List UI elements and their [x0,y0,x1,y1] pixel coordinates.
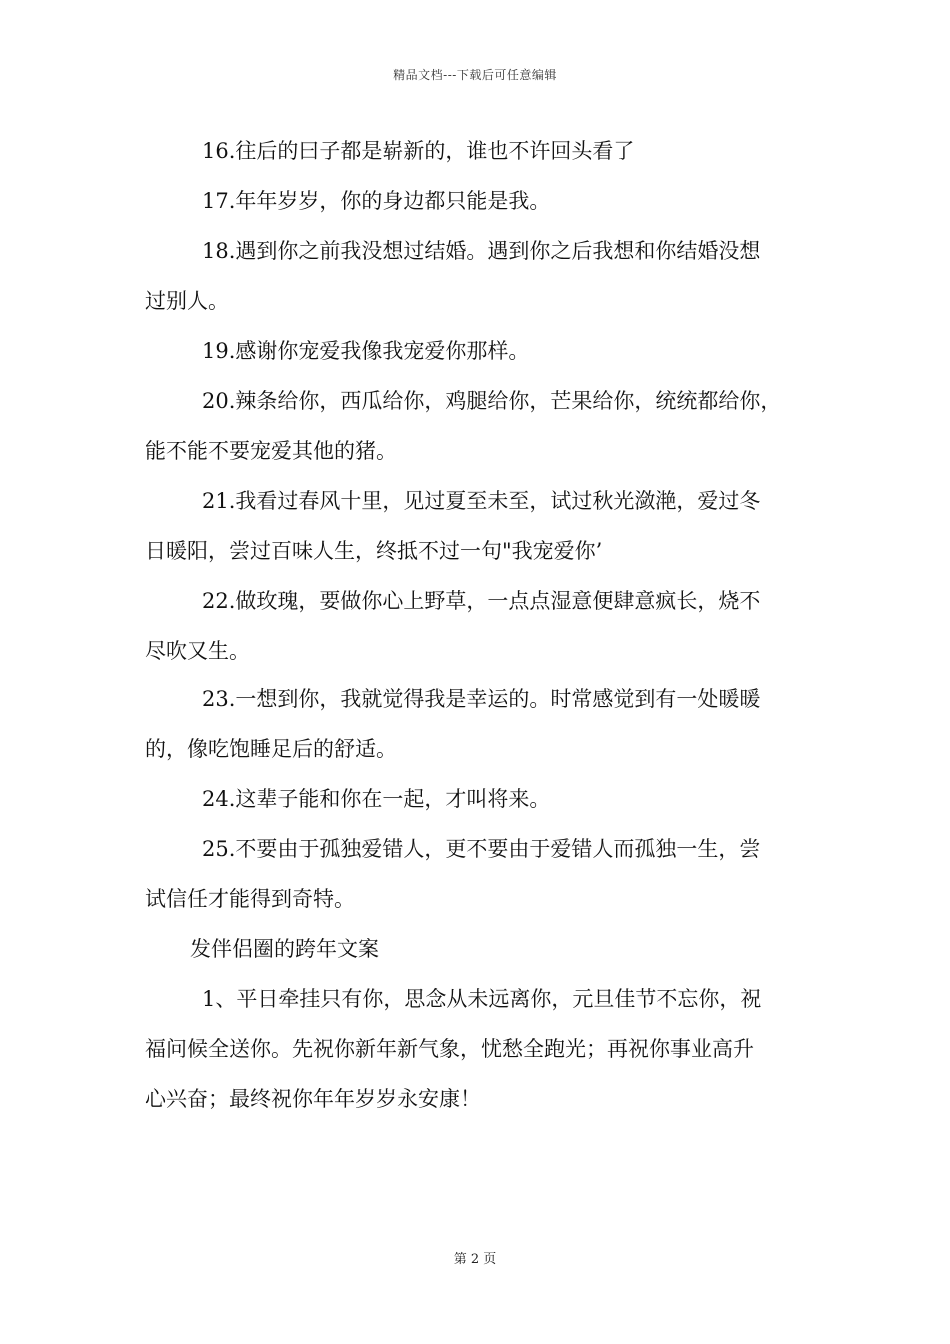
paragraph-19: 19.感谢你宠爱我像我宠爱你那样。 [202,339,530,363]
paragraph-23-line-1: 23.一想到你，我就觉得我是幸运的。时常感觉到有一处暖暖 [202,687,761,711]
paragraph-22-line-2: 尽吹又生。 [145,639,250,663]
paragraph-25-line-1: 25.不要由于孤独爱错人，更不要由于爱错人而孤独一生，尝 [202,837,761,861]
paragraph-18-line-2: 过别人。 [145,289,229,313]
wish-1-line-3: 心兴奋；最终祝你年年岁岁永安康！ [145,1087,481,1111]
paragraph-23-line-2: 的，像吃饱睡足后的舒适。 [145,737,397,761]
wish-1-line-2: 福问候全送你。先祝你新年新气象，忧愁全跑光；再祝你事业高升 [145,1037,754,1061]
paragraph-21-line-2: 日暖阳，尝过百味人生，终抵不过一句"我宠爱你’ [145,539,603,563]
paragraph-21-line-1: 21.我看过春风十里，见过夏至未至，试过秋光潋滟，爱过冬 [202,489,761,513]
page-number: 第 2 页 [453,1252,497,1267]
paragraph-24: 24.这辈子能和你在一起，才叫将来。 [202,787,551,811]
paragraph-16: 16.往后的曰子都是崭新的，谁也不许回头看了 [202,139,635,163]
paragraph-17: 17.年年岁岁，你的身边都只能是我。 [202,189,551,213]
wish-1-line-1: 1、平日牵挂只有你，思念从未远离你，元旦佳节不忘你，祝 [202,987,762,1011]
paragraph-18-line-1: 18.遇到你之前我没想过结婚。遇到你之后我想和你结婚没想 [202,239,761,263]
paragraph-20-line-1: 20.辣条给你，西瓜给你，鸡腿给你，芒果给你，统统都给你， [202,389,782,413]
paragraph-20-line-2: 能不能不要宠爱其他的猪。 [145,439,397,463]
paragraph-25-line-2: 试信任才能得到奇特。 [145,887,355,911]
paragraph-22-line-1: 22.做玫瑰，要做你心上野草，一点点湿意便肆意疯长，烧不 [202,589,761,613]
page-header: 精品文档---下载后可任意编辑 [393,68,557,82]
section-heading: 发伴侣圈的跨年文案 [190,937,379,961]
